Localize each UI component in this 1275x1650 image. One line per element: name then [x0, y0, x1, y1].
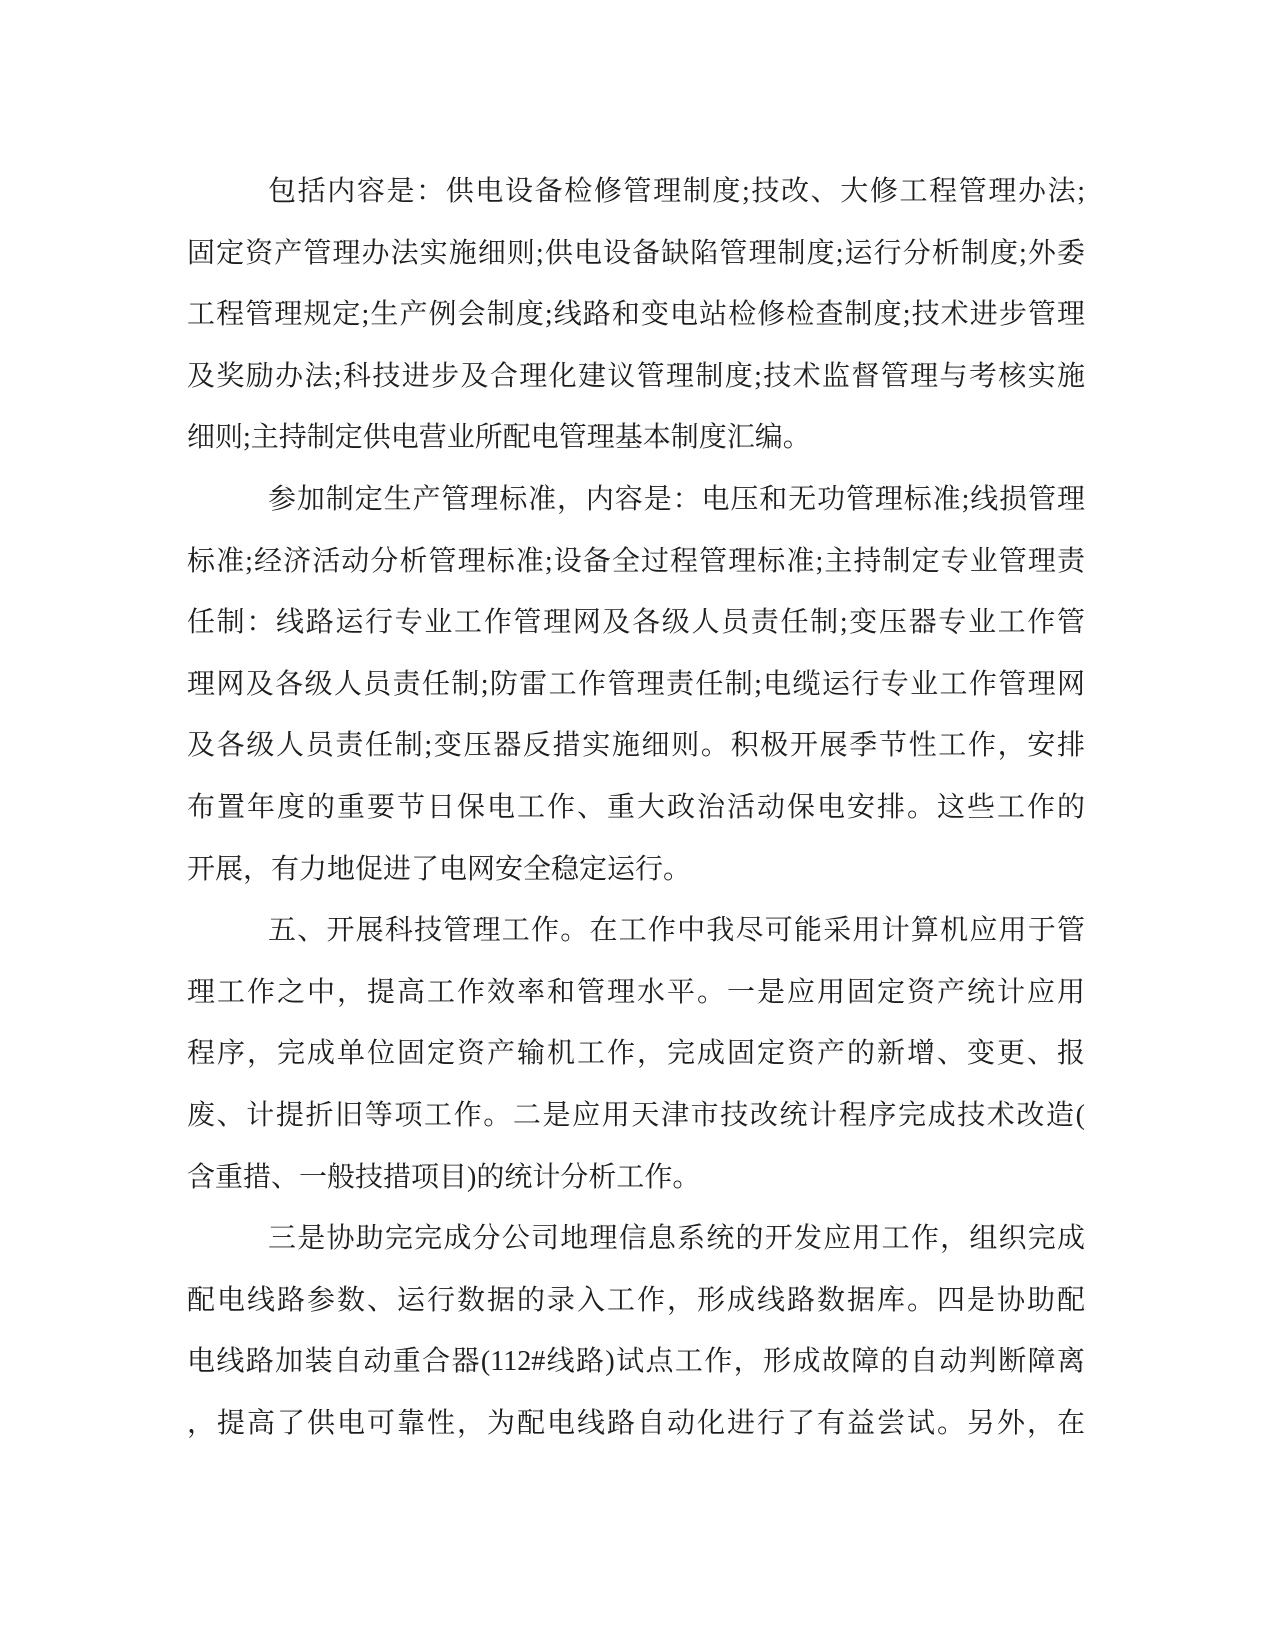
text-line: 任制：线路运行专业工作管理网及各级人员责任制;变压器专业工作管: [187, 607, 1085, 639]
text-line: 参加制定生产管理标准，内容是：电压和无功管理标准;线损管理: [268, 483, 1085, 515]
document-text-block: [187, 161, 1085, 1454]
text-line: 含重措、一般技措项目)的统计分析工作。: [187, 1161, 701, 1193]
text-line: 理工作之中，提高工作效率和管理水平。一是应用固定资产统计应用: [187, 976, 1085, 1008]
text-line: 五、开展科技管理工作。在工作中我尽可能采用计算机应用于管: [268, 915, 1085, 947]
text-line: 细则;主持制定供电营业所配电管理基本制度汇编。: [187, 422, 811, 454]
text-line: 布置年度的重要节日保电工作、重大政治活动保电安排。这些工作的: [187, 791, 1085, 823]
text-line: 程序，完成单位固定资产输机工作，完成固定资产的新增、变更、报: [187, 1038, 1085, 1070]
text-line: 电线路加装自动重合器(112#线路)试点工作，形成故障的自动判断障离: [187, 1346, 1085, 1378]
text-line: 包括内容是：供电设备检修管理制度;技改、大修工程管理办法;: [268, 176, 1085, 207]
text-line: 三是协助完完成分公司地理信息系统的开发应用工作，组织完成: [268, 1223, 1085, 1255]
text-line: 工程管理规定;生产例会制度;线路和变电站检修检查制度;技术进步管理: [187, 299, 1085, 331]
text-line: 及奖励办法;科技进步及合理化建议管理制度;技术监督管理与考核实施: [187, 360, 1085, 392]
text-line: 开展，有力地促进了电网安全稳定运行。: [187, 853, 692, 885]
text-line: 标准;经济活动分析管理标准;设备全过程管理标准;主持制定专业管理责: [187, 545, 1085, 577]
text-line: ，提高了供电可靠性，为配电线路自动化进行了有益尝试。另外，在: [187, 1407, 1085, 1439]
text-line: 固定资产管理办法实施细则;供电设备缺陷管理制度;运行分析制度;外委: [187, 237, 1085, 269]
text-line: 废、计提折旧等项工作。二是应用天津市技改统计程序完成技术改造(: [187, 1099, 1085, 1131]
text-line: 及各级人员责任制;变压器反措实施细则。积极开展季节性工作，安排: [187, 730, 1085, 762]
text-line: 配电线路参数、运行数据的录入工作，形成线路数据库。四是协助配: [187, 1284, 1085, 1316]
text-line: 理网及各级人员责任制;防雷工作管理责任制;电缆运行专业工作管理网: [187, 668, 1085, 700]
